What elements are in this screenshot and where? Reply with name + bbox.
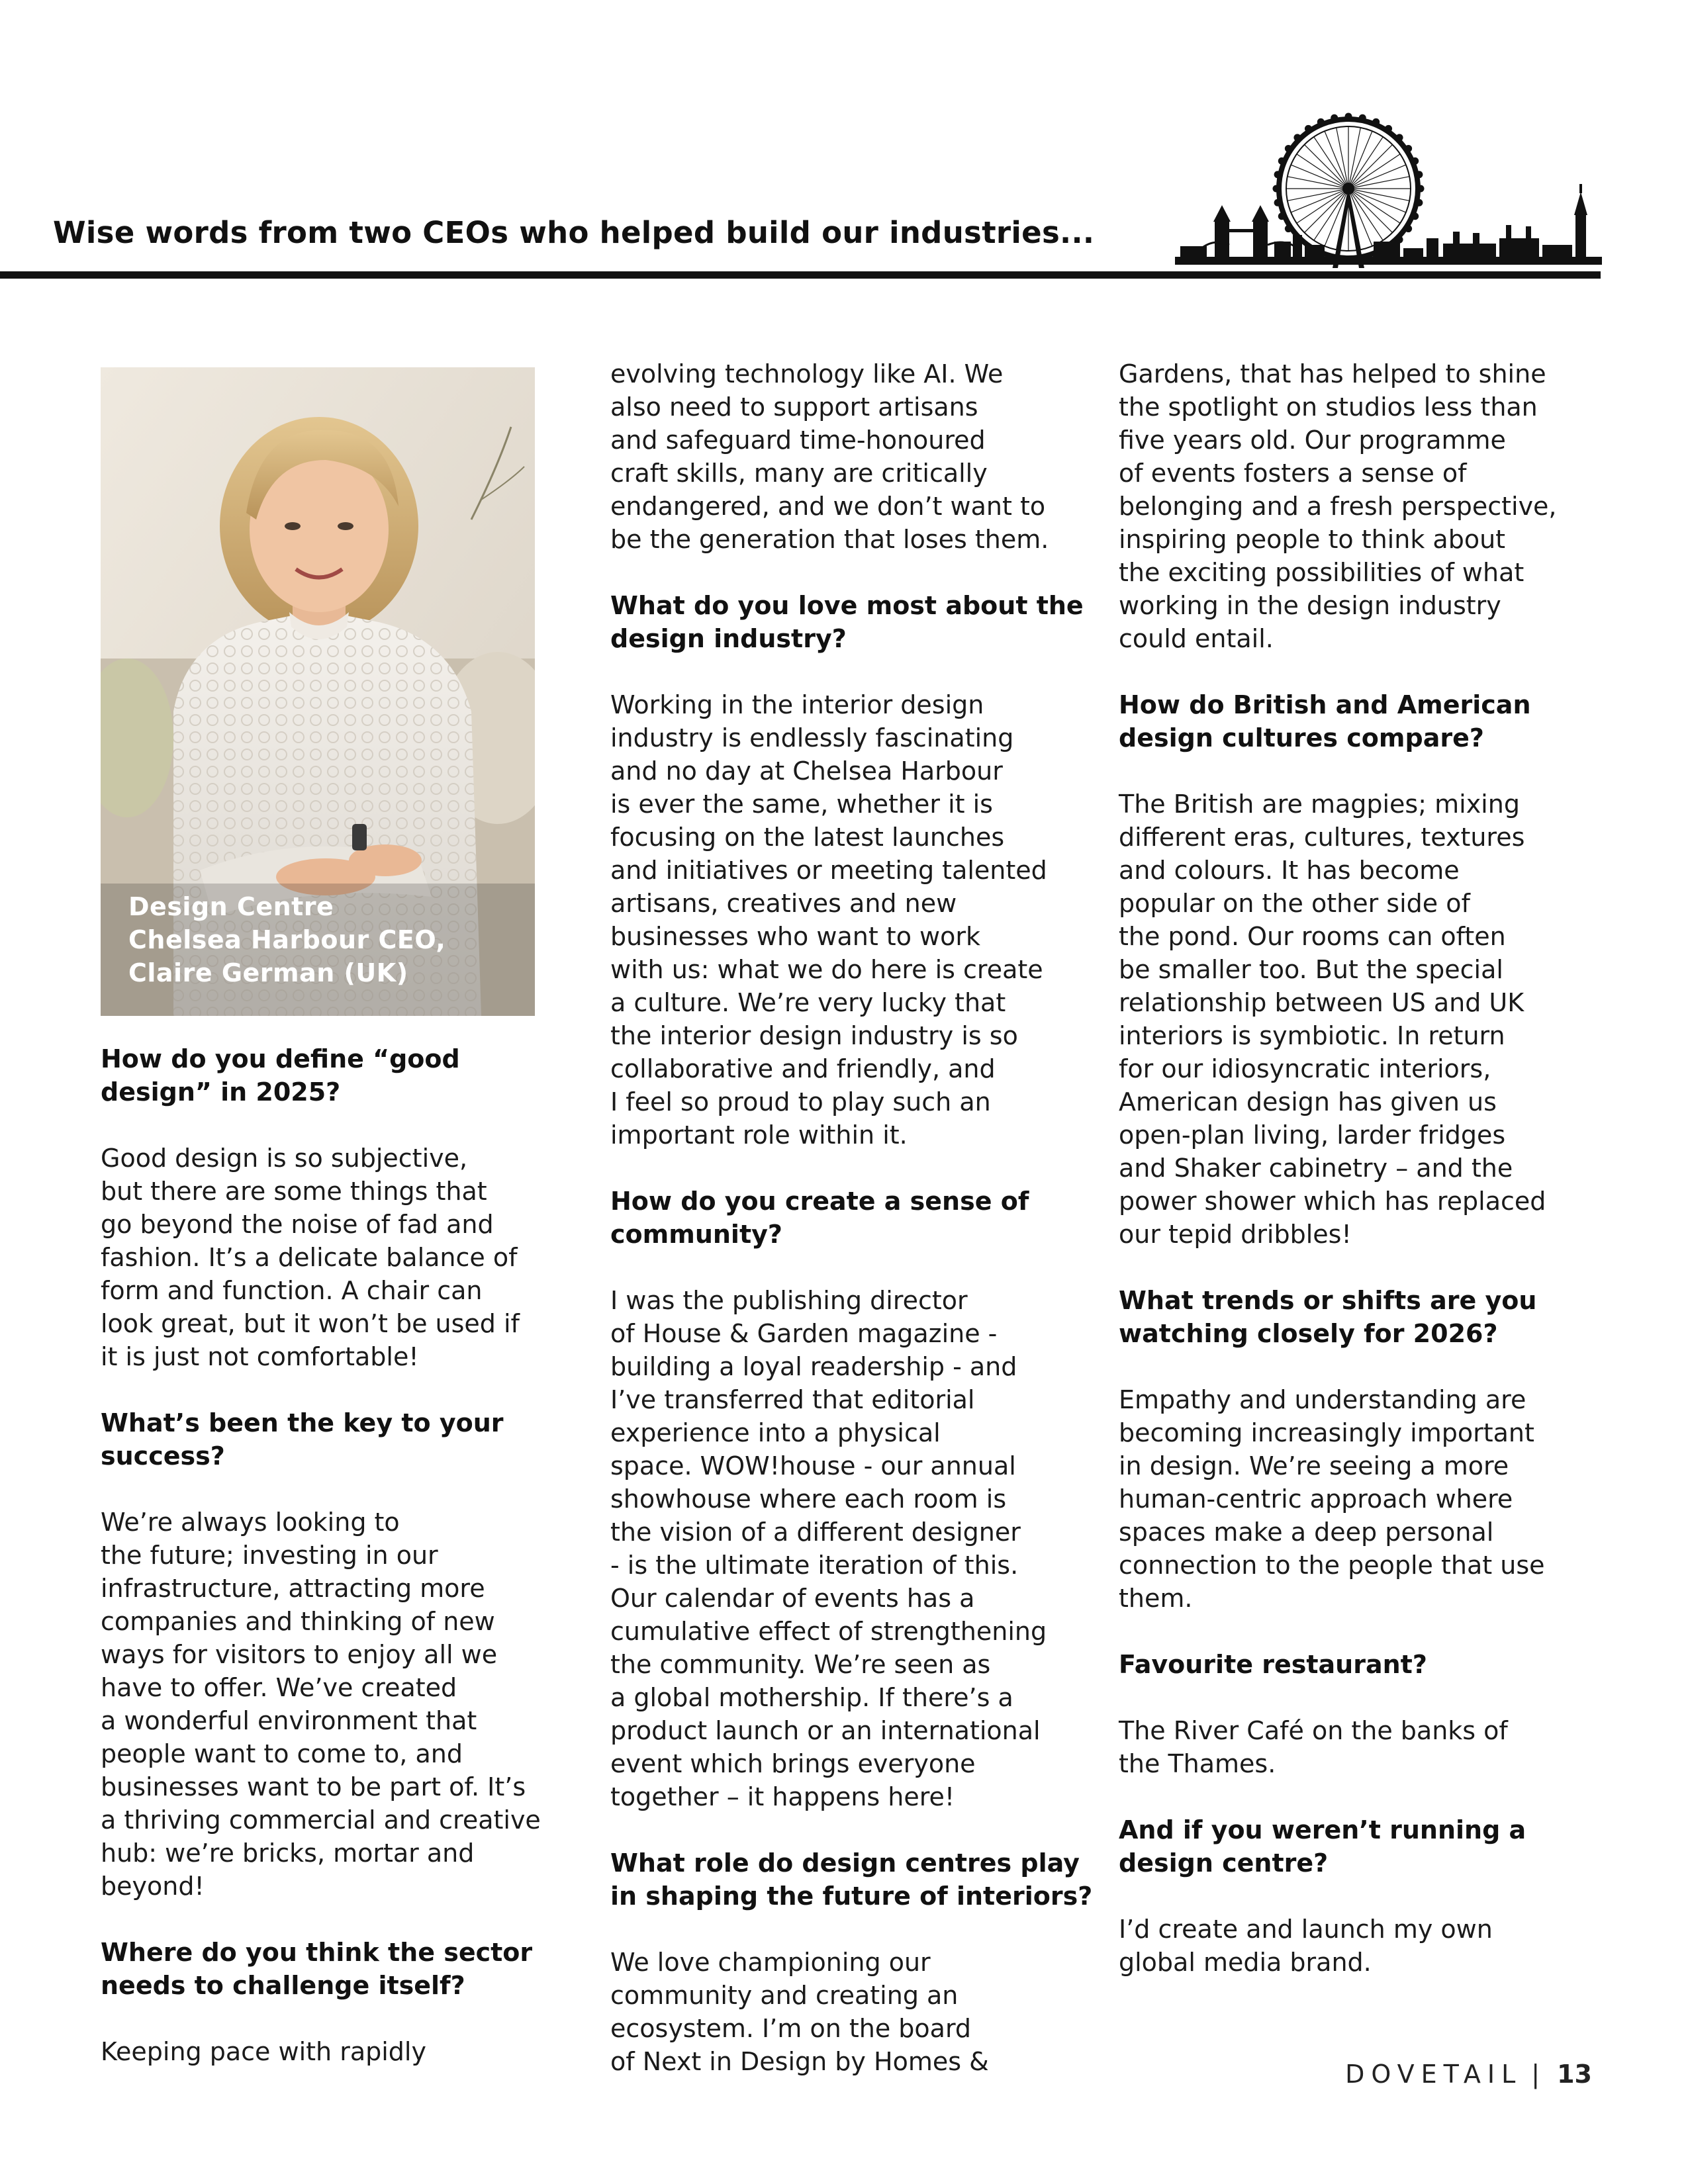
capsule-mark	[1278, 212, 1286, 220]
london-skyline-icon	[1175, 106, 1602, 277]
interview-answer: We’re always looking to the future; investing in our infrastructure, attracting more companies and thinking of new ways for visitors to enjoy all we have to offer. We’ve created a wonderful environment that people want to come to, and businesses want to be part of. It’s a thriving commercial and creative hub: we’re bricks, mortar and beyond!	[101, 1508, 541, 1901]
interview-answer: I was the publishing director of House & Garden magazine - building a loyal readership - and I’ve transferred that editorial experience into a physical space. WOW!house - our annual showhouse where each room is the vision of a different designer - is the ultimate iteration of this. Our calendar of events has a cumulative effect of strengthening the community. We’re seen as a global mothership. If there’s a product launch or an international event which brings everyone together – it happens here!	[610, 1286, 1047, 1811]
capsule-mark	[1285, 145, 1292, 152]
interview-answer: Working in the interior design industry is endlessly fascinating and no day at Chelsea Harbour is ever the same, whether it is focusing on the latest launches and initiatives or meeting talented artisans, creatives and new businesses who want to work with us: what we do here is create a culture. We’re very lucky that the interior design industry is so collaborative and friendly, and I feel so proud to play such an important role within it.	[610, 690, 1047, 1150]
capsule-mark	[1405, 225, 1412, 232]
capsule-mark	[1305, 125, 1312, 132]
capsule-mark	[1285, 225, 1292, 232]
interview-question: How do you define “good design” in 2025?	[101, 1044, 460, 1107]
spoke-mark	[1348, 145, 1392, 189]
capsule-mark	[1278, 158, 1286, 165]
page-footer	[1345, 2060, 1592, 2089]
capsule-mark	[1317, 118, 1325, 126]
interview-answer: Gardens, that has helped to shine the spotlight on studios less than five years old. Our programme of events fosters a sense of belonging and a fresh perspective, inspiring people to think about the exciting possibilities of what working in the design industry could entail.	[1119, 359, 1557, 653]
interview-question: Where do you think the sector needs to challenge itself?	[101, 1938, 533, 2000]
photo-caption: Design Centre Chelsea Harbour CEO, Claire German (UK)	[128, 892, 446, 987]
capsule-mark	[1293, 134, 1301, 141]
capsule-mark	[1415, 199, 1423, 206]
interview-answer: Keeping pace with rapidly	[101, 2037, 426, 2066]
interview-question: What’s been the key to your success?	[101, 1408, 504, 1471]
capsule-mark	[1372, 118, 1380, 126]
article-column-2	[610, 357, 1100, 2078]
interview-question: Favourite restaurant?	[1119, 1650, 1427, 1679]
page-number: 13	[1557, 2060, 1592, 2089]
capsule-mark	[1331, 114, 1338, 122]
publication-name: DOVETAIL	[1345, 2060, 1523, 2089]
capsule-mark	[1385, 125, 1392, 132]
interview-question: How do you create a sense of community?	[610, 1187, 1029, 1249]
interview-answer: The River Café on the banks of the Thames.	[1119, 1716, 1508, 1778]
page-title: Wise words from two CEOs who helped build our industries...	[53, 215, 1095, 250]
capsule-mark	[1274, 171, 1282, 178]
capsule-mark	[1273, 185, 1280, 193]
capsule-mark	[1274, 199, 1282, 206]
capsule-mark	[1359, 114, 1366, 122]
interview-question: What do you love most about the design industry?	[610, 591, 1084, 653]
footer-separator: |	[1531, 2060, 1540, 2089]
interview-answer: The British are magpies; mixing different eras, cultures, textures and colours. It has become popular on the other side of the pond. Our rooms can often be smaller too. But the special relationship between US and UK interiors is symbiotic. In return for our idiosyncratic interiors, American design has given us open-plan living, larder fridges and Shaker cabinetry – and the power shower which has replaced our tepid dribbles!	[1119, 790, 1546, 1249]
interview-question: What role do design centres play in shaping the future of interiors?	[610, 1848, 1093, 1911]
interview-question: And if you weren’t running a design centre?	[1119, 1815, 1526, 1878]
capsule-mark	[1411, 158, 1419, 165]
capsule-mark	[1345, 113, 1352, 120]
article-column-3	[1119, 357, 1602, 1979]
capsule-mark	[1411, 212, 1419, 220]
article-column-1	[101, 1042, 577, 2068]
interview-answer: I’d create and launch my own global media brand.	[1119, 1915, 1493, 1977]
capsule-mark	[1396, 134, 1403, 141]
interview-answer: evolving technology like AI. We also need to support artisans and safeguard time-honoured craft skills, many are critically endangered, and we don’t want to be the generation that loses them.	[610, 359, 1049, 554]
spoke-mark	[1305, 145, 1348, 189]
interview-answer: Good design is so subjective, but there are some things that go beyond the noise of fad and fashion. It’s a delicate balance of form and function. A chair can look great, but it won’t be used if it is just not comfortable!	[101, 1144, 520, 1371]
capsule-mark	[1405, 145, 1412, 152]
capsule-mark	[1417, 185, 1425, 193]
interview-answer: Empathy and understanding are becoming increasingly important in design. We’re seeing a more human-centric approach where spaces make a deep personal connection to the people that use them.	[1119, 1385, 1545, 1613]
capsule-mark	[1415, 171, 1423, 178]
interview-answer: We love championing our community and creating an ecosystem. I’m on the board of Next in Design by Homes &	[610, 1948, 989, 2076]
interview-question: How do British and American design cultures compare?	[1119, 690, 1531, 752]
ceo-portrait-photo	[101, 367, 535, 1016]
interview-question: What trends or shifts are you watching closely for 2026?	[1119, 1286, 1537, 1348]
